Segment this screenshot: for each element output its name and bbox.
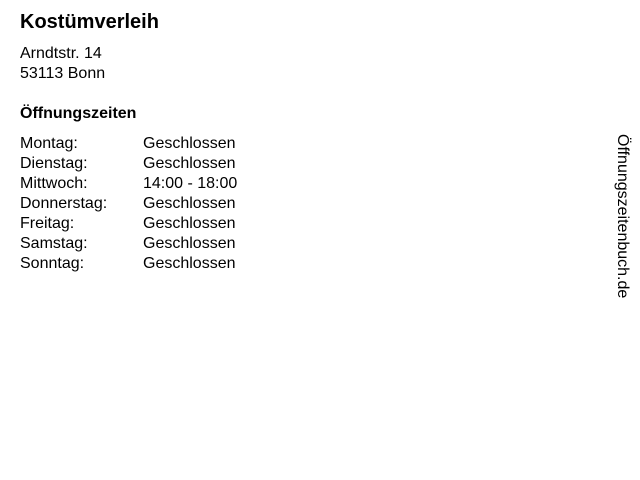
hours-value: Geschlossen (143, 215, 236, 232)
address-street: Arndtstr. 14 (20, 45, 102, 62)
day-label: Freitag: (20, 215, 75, 232)
day-label: Donnerstag: (20, 195, 108, 212)
hours-row-wednesday (20, 174, 237, 194)
day-label: Dienstag: (20, 155, 88, 172)
day-label: Sonntag: (20, 255, 85, 272)
business-name: Kostümverleih (20, 11, 159, 33)
hours-value: Geschlossen (143, 155, 236, 172)
hours-row-tuesday (20, 154, 237, 174)
day-label: Samstag: (20, 235, 88, 252)
hours-value: Geschlossen (143, 135, 236, 152)
site-watermark: Öffnungszeitenbuch.de (614, 134, 631, 299)
opening-hours-table (20, 134, 237, 274)
hours-row-sunday (20, 254, 237, 274)
day-label: Montag: (20, 135, 78, 152)
day-label: Mittwoch: (20, 175, 88, 192)
address-block (20, 44, 105, 84)
hours-row-monday (20, 134, 237, 154)
hours-row-friday (20, 214, 237, 234)
hours-row-saturday (20, 234, 237, 254)
hours-row-thursday (20, 194, 237, 214)
hours-value: Geschlossen (143, 255, 236, 272)
hours-value: 14:00 - 18:00 (143, 175, 238, 192)
hours-value: Geschlossen (143, 235, 236, 252)
hours-value: Geschlossen (143, 195, 236, 212)
address-city: 53113 Bonn (20, 65, 106, 82)
opening-hours-heading: Öffnungszeiten (20, 105, 137, 122)
